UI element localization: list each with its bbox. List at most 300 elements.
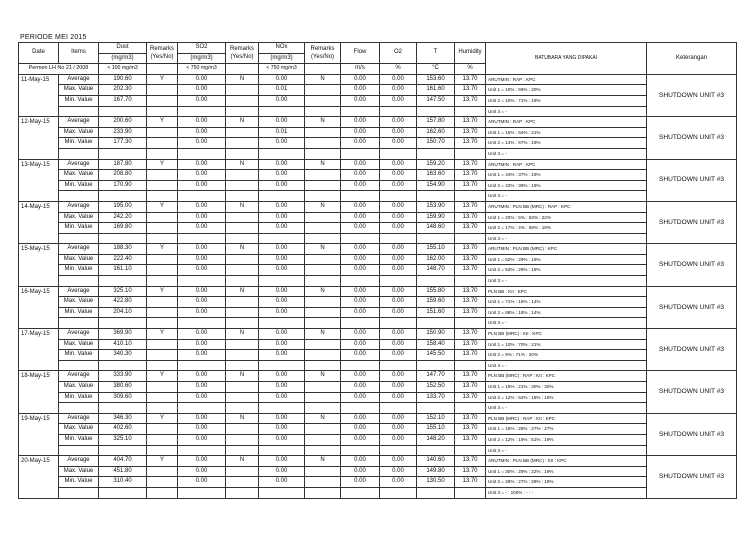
flow-cell: 0.00 bbox=[341, 434, 380, 445]
dust-cell: 187.80 bbox=[99, 159, 147, 170]
nox-cell bbox=[259, 148, 305, 159]
remarks-dust-cell bbox=[147, 233, 178, 244]
remarks-nox-cell bbox=[305, 382, 341, 393]
so2-cell: 0.00 bbox=[178, 456, 226, 467]
table-row bbox=[19, 223, 737, 234]
header-o2: O2 bbox=[380, 43, 417, 64]
humidity-cell: 13.70 bbox=[455, 339, 486, 350]
item-cell: Max. Value bbox=[59, 212, 99, 223]
coal-mix-cell: ARUTMIN : RAP : KPC bbox=[486, 74, 647, 85]
temperature-cell: 157.80 bbox=[417, 117, 455, 128]
date-cell: 17-May-15 bbox=[19, 329, 59, 371]
o2-cell: 0.00 bbox=[380, 434, 417, 445]
table-row bbox=[19, 159, 737, 170]
nox-cell: 0.00 bbox=[259, 382, 305, 393]
o2-cell: 0.00 bbox=[380, 180, 417, 191]
remarks-dust-cell bbox=[147, 297, 178, 308]
coal-mix-cell: Unit 1 = 10% : 69% : 20% bbox=[486, 85, 647, 96]
o2-cell bbox=[380, 106, 417, 117]
nox-cell: 0.01 bbox=[259, 127, 305, 138]
temperature-cell: 152.10 bbox=[417, 413, 455, 424]
humidity-cell bbox=[455, 487, 486, 498]
flow-cell bbox=[341, 487, 380, 498]
keterangan-cell: SHUTDOWN UNIT #3 bbox=[647, 244, 737, 286]
temperature-cell bbox=[417, 148, 455, 159]
item-cell bbox=[59, 445, 99, 456]
remarks-dust-cell: Y bbox=[147, 286, 178, 297]
temperature-cell bbox=[417, 276, 455, 287]
item-cell: Min. Value bbox=[59, 477, 99, 488]
flow-cell: 0.00 bbox=[341, 74, 380, 85]
dust-cell: 310.40 bbox=[99, 477, 147, 488]
humidity-cell: 13.70 bbox=[455, 466, 486, 477]
item-cell: Average bbox=[59, 117, 99, 128]
so2-cell bbox=[178, 148, 226, 159]
item-cell: Average bbox=[59, 371, 99, 382]
flow-cell: 0.00 bbox=[341, 254, 380, 265]
remarks-nox-cell: N bbox=[305, 371, 341, 382]
humidity-cell: 13.70 bbox=[455, 456, 486, 467]
remarks-so2-cell bbox=[226, 297, 259, 308]
remarks-nox-cell bbox=[305, 307, 341, 318]
item-cell: Min. Value bbox=[59, 434, 99, 445]
period-title: PERIODE MEI 2015 bbox=[20, 34, 87, 41]
flow-cell: 0.00 bbox=[341, 180, 380, 191]
remarks-so2-cell: N bbox=[226, 371, 259, 382]
item-cell: Min. Value bbox=[59, 223, 99, 234]
dust-cell: 204.10 bbox=[99, 307, 147, 318]
remarks-nox-cell bbox=[305, 223, 341, 234]
nox-cell: 0.00 bbox=[259, 424, 305, 435]
coal-mix-cell: Unit 1 = 10% : 70% : 21% bbox=[486, 339, 647, 350]
flow-cell: 0.00 bbox=[341, 466, 380, 477]
flow-cell: 0.00 bbox=[341, 138, 380, 149]
flow-cell: 0.00 bbox=[341, 286, 380, 297]
so2-cell: 0.00 bbox=[178, 254, 226, 265]
temperature-cell: 149.80 bbox=[417, 466, 455, 477]
remarks-nox-cell: N bbox=[305, 159, 341, 170]
remarks-dust-cell bbox=[147, 85, 178, 96]
humidity-cell: 13.70 bbox=[455, 127, 486, 138]
header-row-1 bbox=[19, 43, 737, 54]
dust-cell bbox=[99, 233, 147, 244]
nox-cell bbox=[259, 403, 305, 414]
nox-cell: 0.00 bbox=[259, 466, 305, 477]
remarks-nox-cell: N bbox=[305, 201, 341, 212]
so2-cell: 0.00 bbox=[178, 392, 226, 403]
so2-cell: 0.00 bbox=[178, 265, 226, 276]
remarks-nox-cell bbox=[305, 434, 341, 445]
date-cell: 20-May-15 bbox=[19, 456, 59, 498]
temperature-cell: 151.60 bbox=[417, 307, 455, 318]
so2-cell: 0.00 bbox=[178, 477, 226, 488]
coal-mix-cell: PLN BB (MRC) : RAP : KII : KPC bbox=[486, 371, 647, 382]
o2-cell: 0.00 bbox=[380, 456, 417, 467]
item-cell bbox=[59, 106, 99, 117]
humidity-cell bbox=[455, 276, 486, 287]
humidity-cell: 13.70 bbox=[455, 74, 486, 85]
remarks-so2-cell bbox=[226, 424, 259, 435]
coal-mix-cell: Unit 2 = 68% : 18% : 14% bbox=[486, 307, 647, 318]
keterangan-cell: SHUTDOWN UNIT #3 bbox=[647, 456, 737, 498]
table-row bbox=[19, 403, 737, 414]
header-so2-unit: (mg/m3) bbox=[178, 53, 226, 64]
o2-cell: 0.00 bbox=[380, 254, 417, 265]
o2-cell: 0.00 bbox=[380, 424, 417, 435]
flow-cell: 0.00 bbox=[341, 477, 380, 488]
humidity-cell: 13.70 bbox=[455, 95, 486, 106]
flow-cell bbox=[341, 233, 380, 244]
o2-cell: 0.00 bbox=[380, 127, 417, 138]
remarks-nox-cell: N bbox=[305, 329, 341, 340]
header-blank bbox=[305, 64, 341, 75]
nox-cell: 0.00 bbox=[259, 74, 305, 85]
remarks-so2-cell bbox=[226, 191, 259, 202]
table-row bbox=[19, 276, 737, 287]
o2-cell bbox=[380, 403, 417, 414]
remarks-nox-cell bbox=[305, 138, 341, 149]
nox-cell: 0.00 bbox=[259, 117, 305, 128]
so2-cell: 0.00 bbox=[178, 466, 226, 477]
temperature-cell: 159.20 bbox=[417, 159, 455, 170]
o2-cell bbox=[380, 360, 417, 371]
remarks-dust-cell bbox=[147, 223, 178, 234]
remarks-dust-cell bbox=[147, 170, 178, 181]
humidity-cell bbox=[455, 445, 486, 456]
header-flow: Flow bbox=[341, 43, 380, 64]
remarks-nox-cell: N bbox=[305, 286, 341, 297]
o2-cell: 0.00 bbox=[380, 350, 417, 361]
temperature-cell: 158.40 bbox=[417, 339, 455, 350]
so2-cell: 0.00 bbox=[178, 329, 226, 340]
coal-mix-cell: Unit 3 = - bbox=[486, 233, 647, 244]
so2-cell: 0.00 bbox=[178, 138, 226, 149]
item-cell: Min. Value bbox=[59, 265, 99, 276]
nox-cell bbox=[259, 191, 305, 202]
table-row bbox=[19, 424, 737, 435]
keterangan-cell: SHUTDOWN UNIT #3 bbox=[647, 413, 737, 455]
remarks-nox-cell bbox=[305, 360, 341, 371]
o2-cell bbox=[380, 318, 417, 329]
table-row bbox=[19, 138, 737, 149]
remarks-so2-cell bbox=[226, 382, 259, 393]
nox-cell: 0.00 bbox=[259, 371, 305, 382]
temperature-cell: 163.60 bbox=[417, 170, 455, 181]
flow-cell bbox=[341, 191, 380, 202]
nox-cell: 0.00 bbox=[259, 244, 305, 255]
item-cell bbox=[59, 360, 99, 371]
o2-cell: 0.00 bbox=[380, 138, 417, 149]
dust-cell bbox=[99, 445, 147, 456]
temperature-cell: 159.90 bbox=[417, 212, 455, 223]
flow-cell bbox=[341, 148, 380, 159]
item-cell: Max. Value bbox=[59, 297, 99, 308]
remarks-so2-cell bbox=[226, 307, 259, 318]
dust-cell: 404.70 bbox=[99, 456, 147, 467]
nox-cell: 0.00 bbox=[259, 392, 305, 403]
remarks-so2-cell bbox=[226, 403, 259, 414]
o2-cell: 0.00 bbox=[380, 74, 417, 85]
flow-cell: 0.00 bbox=[341, 223, 380, 234]
header-humidity-unit: % bbox=[455, 64, 486, 75]
item-cell: Min. Value bbox=[59, 180, 99, 191]
remarks-nox-cell bbox=[305, 148, 341, 159]
so2-cell: 0.00 bbox=[178, 223, 226, 234]
dust-cell: 380.60 bbox=[99, 382, 147, 393]
coal-mix-cell: Unit 2 = 17% : 4% : 59% : 19% bbox=[486, 223, 647, 234]
remarks-nox-cell bbox=[305, 95, 341, 106]
remarks-dust-cell bbox=[147, 106, 178, 117]
nox-cell: 0.00 bbox=[259, 180, 305, 191]
remarks-nox-cell bbox=[305, 445, 341, 456]
remarks-so2-cell: N bbox=[226, 201, 259, 212]
o2-cell bbox=[380, 487, 417, 498]
nox-cell: 0.00 bbox=[259, 329, 305, 340]
remarks-nox-cell bbox=[305, 265, 341, 276]
table-row bbox=[19, 339, 737, 350]
humidity-cell: 13.70 bbox=[455, 254, 486, 265]
nox-cell: 0.00 bbox=[259, 297, 305, 308]
remarks-nox-cell bbox=[305, 466, 341, 477]
coal-mix-cell: Unit 3 = - bbox=[486, 403, 647, 414]
so2-cell: 0.00 bbox=[178, 413, 226, 424]
nox-cell: 0.00 bbox=[259, 212, 305, 223]
header-nox-unit: (mg/m3) bbox=[259, 53, 305, 64]
header-dust-unit: (mg/m3) bbox=[99, 53, 147, 64]
temperature-cell: 148.60 bbox=[417, 223, 455, 234]
dust-cell: 188.30 bbox=[99, 244, 147, 255]
temperature-cell: 153.90 bbox=[417, 201, 455, 212]
table-row bbox=[19, 382, 737, 393]
remarks-so2-cell bbox=[226, 487, 259, 498]
item-cell: Max. Value bbox=[59, 254, 99, 265]
item-cell: Average bbox=[59, 201, 99, 212]
flow-cell: 0.00 bbox=[341, 95, 380, 106]
date-cell: 13-May-15 bbox=[19, 159, 59, 201]
item-cell bbox=[59, 318, 99, 329]
remarks-so2-cell bbox=[226, 392, 259, 403]
remarks-so2-cell bbox=[226, 318, 259, 329]
item-cell bbox=[59, 191, 99, 202]
coal-mix-cell: ARUTMIN : PLN BB (MRC) : KPC bbox=[486, 244, 647, 255]
humidity-cell bbox=[455, 360, 486, 371]
date-cell: 14-May-15 bbox=[19, 201, 59, 243]
remarks-so2-cell bbox=[226, 180, 259, 191]
o2-cell bbox=[380, 233, 417, 244]
header-remarks-so2: Remarks (Yes/No) bbox=[226, 43, 259, 64]
humidity-cell bbox=[455, 106, 486, 117]
date-cell: 18-May-15 bbox=[19, 371, 59, 413]
coal-mix-cell: Unit 1 = 19% : 21% : 30% : 30% bbox=[486, 382, 647, 393]
coal-mix-cell: ARUTMIN : RAP : KPC bbox=[486, 117, 647, 128]
nox-cell: 0.00 bbox=[259, 339, 305, 350]
keterangan-cell: SHUTDOWN UNIT #3 bbox=[647, 371, 737, 413]
humidity-cell bbox=[455, 191, 486, 202]
item-cell: Min. Value bbox=[59, 95, 99, 106]
temperature-cell: 150.90 bbox=[417, 329, 455, 340]
remarks-so2-cell bbox=[226, 254, 259, 265]
remarks-nox-cell bbox=[305, 191, 341, 202]
o2-cell: 0.00 bbox=[380, 170, 417, 181]
so2-cell: 0.00 bbox=[178, 170, 226, 181]
date-cell: 15-May-15 bbox=[19, 244, 59, 286]
remarks-dust-cell bbox=[147, 487, 178, 498]
remarks-nox-cell bbox=[305, 424, 341, 435]
so2-cell: 0.00 bbox=[178, 382, 226, 393]
temperature-cell: 153.60 bbox=[417, 74, 455, 85]
humidity-cell: 13.70 bbox=[455, 477, 486, 488]
so2-cell: 0.00 bbox=[178, 180, 226, 191]
remarks-nox-cell bbox=[305, 487, 341, 498]
date-cell: 11-May-15 bbox=[19, 74, 59, 116]
flow-cell: 0.00 bbox=[341, 244, 380, 255]
so2-cell bbox=[178, 445, 226, 456]
nox-cell bbox=[259, 106, 305, 117]
remarks-dust-cell: Y bbox=[147, 159, 178, 170]
remarks-dust-cell bbox=[147, 148, 178, 159]
temperature-cell bbox=[417, 403, 455, 414]
remarks-so2-cell bbox=[226, 212, 259, 223]
item-cell bbox=[59, 403, 99, 414]
dust-cell: 167.70 bbox=[99, 95, 147, 106]
temperature-cell: 155.80 bbox=[417, 286, 455, 297]
table-row bbox=[19, 170, 737, 181]
coal-mix-cell: ARUTMIN : PLN BB (MRC) : KII : KPC bbox=[486, 456, 647, 467]
remarks-nox-cell bbox=[305, 297, 341, 308]
dust-cell: 346.30 bbox=[99, 413, 147, 424]
table-row bbox=[19, 106, 737, 117]
item-cell: Average bbox=[59, 456, 99, 467]
flow-cell: 0.00 bbox=[341, 201, 380, 212]
header-o2-unit: % bbox=[380, 64, 417, 75]
remarks-dust-cell: Y bbox=[147, 201, 178, 212]
nox-cell: 0.00 bbox=[259, 456, 305, 467]
table-row bbox=[19, 265, 737, 276]
nox-cell: 0.00 bbox=[259, 286, 305, 297]
coal-mix-cell: Unit 1 = 52% : 29% : 19% bbox=[486, 254, 647, 265]
remarks-nox-cell bbox=[305, 276, 341, 287]
coal-mix-cell: Unit 1 = 30% : 29% : 22% : 19% bbox=[486, 466, 647, 477]
o2-cell: 0.00 bbox=[380, 159, 417, 170]
humidity-cell: 13.70 bbox=[455, 244, 486, 255]
temperature-cell: 161.60 bbox=[417, 85, 455, 96]
humidity-cell: 13.70 bbox=[455, 138, 486, 149]
table-row bbox=[19, 233, 737, 244]
dust-cell: 451.80 bbox=[99, 466, 147, 477]
remarks-so2-cell bbox=[226, 170, 259, 181]
dust-cell: 325.10 bbox=[99, 434, 147, 445]
flow-cell bbox=[341, 445, 380, 456]
coal-mix-cell: Unit 1 = 15% : 64% : 21% bbox=[486, 127, 647, 138]
flow-cell: 0.00 bbox=[341, 424, 380, 435]
remarks-dust-cell bbox=[147, 339, 178, 350]
o2-cell bbox=[380, 276, 417, 287]
o2-cell: 0.00 bbox=[380, 382, 417, 393]
remarks-nox-cell bbox=[305, 339, 341, 350]
item-cell bbox=[59, 487, 99, 498]
remarks-dust-cell: Y bbox=[147, 371, 178, 382]
o2-cell: 0.00 bbox=[380, 297, 417, 308]
dust-cell: 208.80 bbox=[99, 170, 147, 181]
humidity-cell bbox=[455, 148, 486, 159]
remarks-so2-cell bbox=[226, 85, 259, 96]
remarks-so2-cell: N bbox=[226, 159, 259, 170]
temperature-cell: 147.70 bbox=[417, 371, 455, 382]
remarks-nox-cell bbox=[305, 233, 341, 244]
remarks-so2-cell: N bbox=[226, 117, 259, 128]
temperature-cell: 155.10 bbox=[417, 244, 455, 255]
header-nox-limit: < 750 mg/m3 bbox=[259, 64, 305, 75]
coal-mix-cell: PLN BB : KII : KPC bbox=[486, 286, 647, 297]
dust-cell: 222.40 bbox=[99, 254, 147, 265]
flow-cell: 0.00 bbox=[341, 339, 380, 350]
flow-cell bbox=[341, 318, 380, 329]
remarks-so2-cell bbox=[226, 127, 259, 138]
remarks-dust-cell bbox=[147, 392, 178, 403]
coal-mix-cell: Unit 2 = 53% : 28% : 19% bbox=[486, 265, 647, 276]
item-cell bbox=[59, 276, 99, 287]
so2-cell bbox=[178, 318, 226, 329]
temperature-cell: 133.70 bbox=[417, 392, 455, 403]
item-cell: Average bbox=[59, 159, 99, 170]
remarks-so2-cell bbox=[226, 466, 259, 477]
coal-mix-cell: Unit 1 = 20% : 5% : 53% : 22% bbox=[486, 212, 647, 223]
coal-mix-cell: Unit 2 = 12% : 19% : 51% : 19% bbox=[486, 434, 647, 445]
header-items: Items bbox=[59, 43, 99, 64]
o2-cell: 0.00 bbox=[380, 117, 417, 128]
remarks-so2-cell: N bbox=[226, 244, 259, 255]
o2-cell: 0.00 bbox=[380, 244, 417, 255]
o2-cell: 0.00 bbox=[380, 223, 417, 234]
dust-cell: 233.90 bbox=[99, 127, 147, 138]
dust-cell: 195.00 bbox=[99, 201, 147, 212]
remarks-so2-cell: N bbox=[226, 456, 259, 467]
table-row bbox=[19, 286, 737, 297]
humidity-cell: 13.70 bbox=[455, 286, 486, 297]
dust-cell: 402.60 bbox=[99, 424, 147, 435]
remarks-so2-cell bbox=[226, 350, 259, 361]
table-row bbox=[19, 212, 737, 223]
dust-cell bbox=[99, 403, 147, 414]
remarks-dust-cell: Y bbox=[147, 117, 178, 128]
remarks-so2-cell bbox=[226, 477, 259, 488]
table-row bbox=[19, 371, 737, 382]
humidity-cell: 13.70 bbox=[455, 223, 486, 234]
table-row bbox=[19, 318, 737, 329]
item-cell: Average bbox=[59, 74, 99, 85]
item-cell: Average bbox=[59, 286, 99, 297]
remarks-dust-cell: Y bbox=[147, 244, 178, 255]
o2-cell: 0.00 bbox=[380, 466, 417, 477]
dust-cell: 309.60 bbox=[99, 392, 147, 403]
remarks-nox-cell: N bbox=[305, 117, 341, 128]
nox-cell: 0.00 bbox=[259, 307, 305, 318]
nox-cell: 0.00 bbox=[259, 170, 305, 181]
coal-mix-cell: Unit 3 = - bbox=[486, 106, 647, 117]
coal-mix-cell: Unit 1 = 44% : 37% : 19% bbox=[486, 170, 647, 181]
remarks-so2-cell: N bbox=[226, 286, 259, 297]
flow-cell: 0.00 bbox=[341, 159, 380, 170]
header-keterangan: Keterangan bbox=[647, 43, 737, 75]
table-row bbox=[19, 74, 737, 85]
remarks-dust-cell bbox=[147, 424, 178, 435]
remarks-dust-cell bbox=[147, 382, 178, 393]
remarks-dust-cell bbox=[147, 445, 178, 456]
dust-cell: 170.90 bbox=[99, 180, 147, 191]
header-remarks-dust: Remarks (Yes/No) bbox=[147, 43, 178, 64]
nox-cell bbox=[259, 276, 305, 287]
temperature-cell: 148.70 bbox=[417, 265, 455, 276]
